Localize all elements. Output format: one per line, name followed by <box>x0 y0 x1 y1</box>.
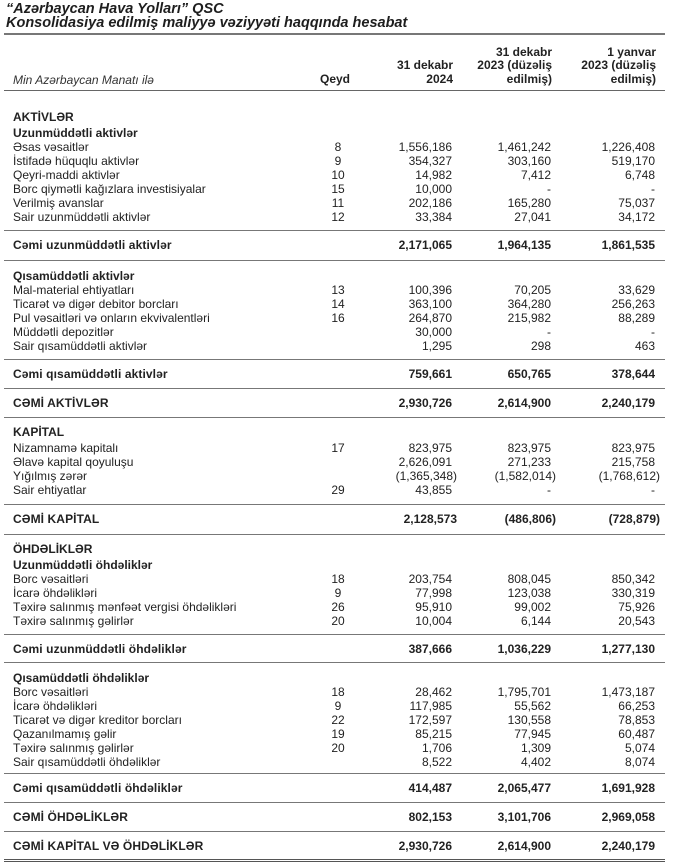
statement-section <box>4 535 665 635</box>
statement-section <box>4 803 665 832</box>
table-row <box>4 311 665 325</box>
note-ref: 26 <box>331 600 345 614</box>
value-cell: 75,926 <box>618 600 655 614</box>
row-label: Sair ehtiyatlar <box>13 483 87 497</box>
table-row <box>4 614 665 628</box>
value-cell: 33,629 <box>618 283 655 297</box>
value-cell: 130,558 <box>507 713 551 727</box>
row-label: Pul vəsaitləri və onların ekvivalentləri <box>13 311 210 325</box>
note-ref: 20 <box>331 741 345 755</box>
value-cell: 43,855 <box>415 483 452 497</box>
title-divider <box>4 33 665 35</box>
value-cell: 100,396 <box>408 283 452 297</box>
value-cell: 88,289 <box>618 311 655 325</box>
row-label: Uzunmüddətli aktivlər <box>13 126 138 140</box>
note-ref: 18 <box>331 685 345 699</box>
col-2023-jan-header: 1 yanvar 2023 (düzəliş edilmiş) <box>581 44 656 86</box>
value-cell: 1,295 <box>421 339 452 353</box>
note-ref: 8 <box>334 140 342 154</box>
value-cell: 215,982 <box>507 311 551 325</box>
note-ref: 17 <box>331 441 345 455</box>
table-row <box>4 699 665 713</box>
table-row <box>4 168 665 182</box>
value-cell: (486,806) <box>504 512 556 526</box>
note-ref: 13 <box>331 283 345 297</box>
value-cell: 117,985 <box>409 699 452 713</box>
value-cell: 123,038 <box>507 586 551 600</box>
section-heading <box>4 126 665 140</box>
value-cell: 77,998 <box>415 586 452 600</box>
row-label: Təxirə salınmış mənfəət vergisi öhdəlikləri <box>13 600 237 614</box>
row-label: Borc vəsaitləri <box>13 685 89 699</box>
value-cell: 264,870 <box>408 311 452 325</box>
row-label: Sair qısamüddətli öhdəliklər <box>13 755 161 769</box>
value-cell: 1,036,229 <box>497 642 551 656</box>
row-label: CƏMİ ÖHDƏLİKLƏR <box>13 810 128 824</box>
table-row <box>4 210 665 224</box>
value-cell: 85,215 <box>415 727 452 741</box>
value-cell: 823,975 <box>611 441 655 455</box>
value-cell: 1,226,408 <box>601 140 655 154</box>
row-label: CƏMİ KAPİTAL VƏ ÖHDƏLİKLƏR <box>13 839 204 853</box>
value-cell: 802,153 <box>408 810 452 824</box>
value-cell: 1,473,187 <box>601 685 655 699</box>
section-heading <box>4 110 665 126</box>
note-ref: 18 <box>331 572 345 586</box>
table-row <box>4 154 665 168</box>
value-cell: 303,160 <box>507 154 551 168</box>
col-2023-header: 31 dekabr 2023 (düzəliş edilmiş) <box>477 44 552 86</box>
row-label: Cəmi qısamüddətli öhdəliklər <box>13 781 183 795</box>
value-cell: 2,128,573 <box>403 512 457 526</box>
value-cell: 1,706 <box>421 741 452 755</box>
row-label: Nizamnamə kapitalı <box>13 441 119 455</box>
value-cell: 463 <box>634 339 655 353</box>
value-cell: 364,280 <box>507 297 551 311</box>
value-cell: 30,000 <box>415 325 452 339</box>
row-label: İcarə öhdəlikləri <box>13 586 98 600</box>
total-row <box>4 367 665 382</box>
note-ref: 22 <box>331 713 345 727</box>
statement-section <box>4 418 665 505</box>
value-cell: 1,795,701 <box>497 685 551 699</box>
unit-label: Min Azərbaycan Manatı ilə <box>13 73 154 87</box>
value-cell: (728,879) <box>608 512 660 526</box>
value-cell: - <box>547 483 551 497</box>
table-row <box>4 455 665 469</box>
row-label: Müddətli depozitlər <box>13 325 114 339</box>
statement-section <box>4 389 665 418</box>
row-label: Qısamüddətli öhdəliklər <box>13 671 150 685</box>
note-ref: 9 <box>334 586 342 600</box>
table-row <box>4 586 665 600</box>
statement-section <box>4 360 665 389</box>
value-cell: 759,661 <box>408 367 452 381</box>
value-cell: 6,748 <box>624 168 655 182</box>
note-ref: 20 <box>331 614 345 628</box>
note-ref: 11 <box>331 196 345 210</box>
table-row <box>4 755 665 769</box>
value-cell: 7,412 <box>520 168 551 182</box>
row-label: Təxirə salınmış gəlirlər <box>13 741 134 755</box>
value-cell: 28,462 <box>415 685 452 699</box>
table-row <box>4 140 665 154</box>
total-row <box>4 512 665 527</box>
row-label: Qısamüddətli aktivlər <box>13 269 135 283</box>
value-cell: 363,100 <box>408 297 452 311</box>
value-cell: 2,240,179 <box>601 396 655 410</box>
value-cell: - <box>651 483 655 497</box>
table-row <box>4 297 665 311</box>
table-row <box>4 196 665 210</box>
value-cell: - <box>547 182 551 196</box>
row-label: KAPİTAL <box>13 425 65 439</box>
row-label: Cəmi uzunmüddətli aktivlər <box>13 238 172 252</box>
table-row <box>4 283 665 297</box>
note-ref: 14 <box>331 297 345 311</box>
table-row <box>4 483 665 497</box>
note-ref: 12 <box>331 210 345 224</box>
value-cell: (1,582,014) <box>494 469 556 483</box>
value-cell: 2,171,065 <box>398 238 452 252</box>
value-cell: - <box>547 325 551 339</box>
value-cell: 2,969,058 <box>601 810 655 824</box>
note-ref: 16 <box>331 311 345 325</box>
row-label: Yığılmış zərər <box>13 469 88 483</box>
row-label: Cəmi uzunmüddətli öhdəliklər <box>13 642 187 656</box>
value-cell: 519,170 <box>611 154 655 168</box>
value-cell: 378,644 <box>611 367 655 381</box>
value-cell: 823,975 <box>507 441 551 455</box>
table-row <box>4 325 665 339</box>
note-ref: 9 <box>334 154 342 168</box>
row-label: Mal-material ehtiyatları <box>13 283 135 297</box>
section-heading <box>4 425 665 441</box>
value-cell: 70,205 <box>514 283 551 297</box>
value-cell: - <box>651 325 655 339</box>
value-cell: (1,768,612) <box>598 469 660 483</box>
value-cell: 256,263 <box>611 297 655 311</box>
total-row <box>4 238 665 253</box>
value-cell: 27,041 <box>514 210 551 224</box>
value-cell: 10,004 <box>415 614 452 628</box>
value-cell: 271,233 <box>507 455 551 469</box>
table-row <box>4 685 665 699</box>
row-label: Sair uzunmüddətli aktivlər <box>13 210 151 224</box>
company-name: “Azərbaycan Hava Yolları” QSC <box>6 1 224 17</box>
value-cell: 2,065,477 <box>497 781 551 795</box>
statement-section <box>4 261 665 360</box>
value-cell: 34,172 <box>618 210 655 224</box>
value-cell: 203,754 <box>408 572 452 586</box>
value-cell: 20,543 <box>618 614 655 628</box>
value-cell: 10,000 <box>415 182 452 196</box>
total-row <box>4 810 665 825</box>
statement-table <box>4 90 665 862</box>
value-cell: 1,861,535 <box>601 238 655 252</box>
value-cell: 33,384 <box>415 210 452 224</box>
value-cell: 8,522 <box>421 755 452 769</box>
value-cell: 330,319 <box>611 586 655 600</box>
value-cell: 298 <box>530 339 551 353</box>
value-cell: 1,277,130 <box>601 642 655 656</box>
total-row <box>4 781 665 796</box>
statement-section <box>4 635 665 663</box>
table-row <box>4 727 665 741</box>
value-cell: 6,144 <box>520 614 551 628</box>
value-cell: 414,487 <box>408 781 452 795</box>
column-header <box>0 44 677 90</box>
row-label: Borc vəsaitləri <box>13 572 89 586</box>
row-label: Uzunmüddətli öhdəliklər <box>13 558 153 572</box>
section-heading <box>4 542 665 558</box>
value-cell: 1,691,928 <box>601 781 655 795</box>
table-row <box>4 182 665 196</box>
value-cell: 77,945 <box>514 727 551 741</box>
value-cell: 172,597 <box>408 713 452 727</box>
note-ref: 9 <box>334 699 342 713</box>
value-cell: 14,982 <box>415 168 452 182</box>
row-label: Ticarət və digər kreditor borcları <box>13 713 182 727</box>
statement-section <box>4 90 665 231</box>
statement-title: Konsolidasiya edilmiş maliyyə vəziyyəti haqqında hesabat <box>6 15 408 31</box>
statement-section <box>4 832 665 862</box>
value-cell: 60,487 <box>618 727 655 741</box>
table-row <box>4 741 665 755</box>
value-cell: 215,758 <box>611 455 655 469</box>
value-cell: 75,037 <box>618 196 655 210</box>
value-cell: 1,556,186 <box>398 140 452 154</box>
value-cell: 808,045 <box>507 572 551 586</box>
value-cell: 4,402 <box>520 755 551 769</box>
statement-section <box>4 774 665 803</box>
value-cell: 2,614,900 <box>497 396 551 410</box>
value-cell: 354,327 <box>408 154 452 168</box>
row-label: CƏMİ AKTİVLƏR <box>13 396 109 410</box>
row-label: Borc qiymətli kağızlara investisiyalar <box>13 182 206 196</box>
row-label: CƏMİ KAPİTAL <box>13 512 100 526</box>
value-cell: - <box>651 182 655 196</box>
value-cell: 5,074 <box>624 741 655 755</box>
note-ref: 19 <box>331 727 345 741</box>
value-cell: 2,930,726 <box>398 396 452 410</box>
value-cell: 2,614,900 <box>497 839 551 853</box>
row-label: İstifadə hüquqlu aktivlər <box>13 154 140 168</box>
value-cell: 55,562 <box>514 699 551 713</box>
value-cell: 2,930,726 <box>398 839 452 853</box>
table-row <box>4 713 665 727</box>
row-label: Qeyri-maddi aktivlər <box>13 168 120 182</box>
value-cell: 202,186 <box>408 196 452 210</box>
row-label: Təxirə salınmış gəlirlər <box>13 614 134 628</box>
row-label: Əsas vəsaitlər <box>13 140 89 154</box>
table-row <box>4 441 665 455</box>
row-label: İcarə öhdəlikləri <box>13 699 98 713</box>
row-label: ÖHDƏLİKLƏR <box>13 542 93 556</box>
note-ref: 15 <box>331 182 345 196</box>
section-heading <box>4 558 665 572</box>
value-cell: 1,461,242 <box>497 140 551 154</box>
total-row <box>4 396 665 411</box>
document-title <box>6 2 407 30</box>
row-label: Qazanılmamış gəlir <box>13 727 117 741</box>
statement-section <box>4 505 665 535</box>
total-row <box>4 642 665 657</box>
table-row <box>4 600 665 614</box>
table-row <box>4 572 665 586</box>
note-column-header: Qeyd <box>319 71 350 86</box>
value-cell: 78,853 <box>618 713 655 727</box>
value-cell: 66,253 <box>618 699 655 713</box>
value-cell: 1,309 <box>520 741 551 755</box>
col-2024-header: 31 dekabr 2024 <box>396 58 453 86</box>
section-heading <box>4 269 665 283</box>
value-cell: 823,975 <box>408 441 452 455</box>
value-cell: 8,074 <box>624 755 655 769</box>
value-cell: 850,342 <box>611 572 655 586</box>
value-cell: 650,765 <box>507 367 551 381</box>
value-cell: 95,910 <box>415 600 452 614</box>
row-label: Sair qısamüddətli aktivlər <box>13 339 148 353</box>
statement-section <box>4 231 665 261</box>
value-cell: 3,101,706 <box>497 810 551 824</box>
value-cell: 2,626,091 <box>398 455 452 469</box>
value-cell: 387,666 <box>408 642 452 656</box>
value-cell: 2,240,179 <box>601 839 655 853</box>
row-label: Əlavə kapital qoyuluşu <box>13 455 134 469</box>
table-row <box>4 339 665 353</box>
table-row <box>4 469 665 483</box>
note-ref: 10 <box>331 168 345 182</box>
statement-section <box>4 663 665 774</box>
value-cell: 165,280 <box>507 196 551 210</box>
note-ref: 29 <box>331 483 345 497</box>
value-cell: 1,964,135 <box>497 238 551 252</box>
row-label: Ticarət və digər debitor borcları <box>13 297 179 311</box>
row-label: Cəmi qısamüddətli aktivlər <box>13 367 168 381</box>
value-cell: (1,365,348) <box>395 469 457 483</box>
row-label: AKTİVLƏR <box>13 110 74 124</box>
total-row <box>4 839 665 854</box>
section-heading <box>4 671 665 685</box>
row-label: Verilmiş avanslar <box>13 196 104 210</box>
value-cell: 99,002 <box>514 600 551 614</box>
